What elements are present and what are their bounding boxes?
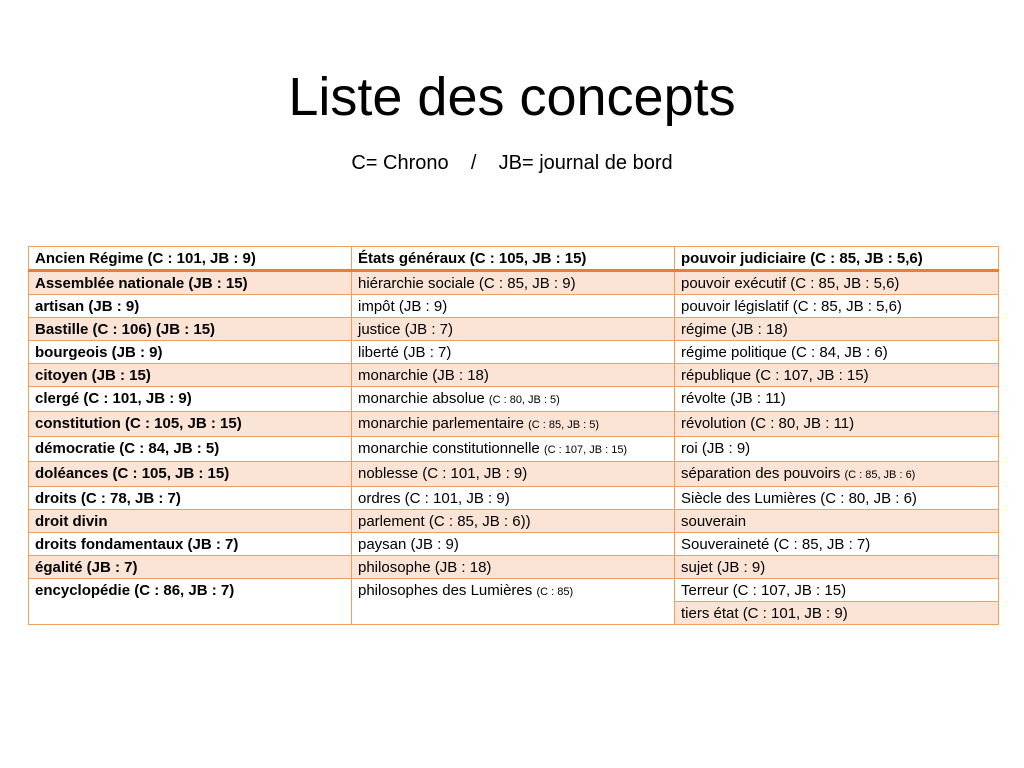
concept-label: pouvoir exécutif (C : 85, JB : 5,6) [681,275,900,292]
table-cell [675,533,999,556]
table-row [29,462,999,487]
table-row [29,579,999,602]
concept-label: Ancien Régime (C : 101, JB : 9) [35,250,256,267]
table-cell [352,556,675,579]
concept-label: philosophes des Lumières [358,582,537,599]
table-cell [352,510,675,533]
table-cell [675,412,999,437]
concept-reference: (C : 107, JB : 15) [543,444,628,456]
concept-label: parlement (C : 85, JB : 6)) [358,513,531,530]
table-cell [675,247,999,271]
concept-label: Souveraineté (C : 85, JB : 7) [681,536,871,553]
table-row [29,341,999,364]
concept-label: sujet (JB : 9) [681,559,766,576]
table-cell [352,295,675,318]
table-cell [29,318,352,341]
concept-label: bourgeois (JB : 9) [35,344,163,361]
table-cell [675,487,999,510]
table-cell [675,462,999,487]
table-cell [675,271,999,295]
concept-label: révolution (C : 80, JB : 11) [681,415,855,432]
concept-label: monarchie constitutionnelle [358,440,544,457]
concept-reference: (C : 85, JB : 6) [844,469,916,481]
table-cell [352,387,675,412]
concept-label: tiers état (C : 101, JB : 9) [681,605,848,622]
concept-label: artisan (JB : 9) [35,298,140,315]
table-cell [29,437,352,462]
table-row [29,437,999,462]
concept-label: souverain [681,513,747,530]
table-cell [352,487,675,510]
concept-label: liberté (JB : 7) [358,344,452,361]
table-cell [675,556,999,579]
table-cell [29,247,352,271]
concept-label: égalité (JB : 7) [35,559,138,576]
table-cell [29,271,352,295]
table-cell [675,318,999,341]
concept-label: droits fondamentaux (JB : 7) [35,536,239,553]
table-cell [352,247,675,271]
concept-label: ordres (C : 101, JB : 9) [358,490,510,507]
table-cell [29,487,352,510]
concept-label: pouvoir législatif (C : 85, JB : 5,6) [681,298,902,315]
concept-label: paysan (JB : 9) [358,536,459,553]
concept-label: hiérarchie sociale (C : 85, JB : 9) [358,275,576,292]
table-cell [675,437,999,462]
table-cell [29,579,352,625]
concepts-table [28,246,999,625]
concept-label: révolte (JB : 11) [681,390,786,407]
table-cell [675,364,999,387]
table-row [29,487,999,510]
concept-reference: (C : 85) [536,586,574,598]
concept-label: doléances (C : 105, JB : 15) [35,465,230,482]
table-cell [675,295,999,318]
table-row [29,318,999,341]
table-cell [675,510,999,533]
table-row [29,556,999,579]
table-row [29,533,999,556]
concept-label: citoyen (JB : 15) [35,367,151,384]
concept-label: régime politique (C : 84, JB : 6) [681,344,888,361]
table-cell [29,387,352,412]
concept-label: droits (C : 78, JB : 7) [35,490,181,507]
table-header-row [29,247,999,271]
table-cell [29,462,352,487]
concept-reference: (C : 85, JB : 5) [528,419,600,431]
table-row [29,364,999,387]
table-cell [675,341,999,364]
concept-reference: (C : 80, JB : 5) [488,394,560,406]
concepts-table-body [29,247,999,625]
concept-label: pouvoir judiciaire (C : 85, JB : 5,6) [681,250,923,267]
table-cell [352,437,675,462]
concept-label: monarchie (JB : 18) [358,367,489,384]
table-cell [675,387,999,412]
concept-label: monarchie absolue [358,390,489,407]
table-row [29,295,999,318]
concept-label: Terreur (C : 107, JB : 15) [681,582,847,599]
table-cell [352,271,675,295]
concept-label: roi (JB : 9) [681,440,751,457]
page-title: Liste des concepts [288,67,736,127]
table-cell [352,341,675,364]
concept-label: Assemblée nationale (JB : 15) [35,275,248,292]
table-row [29,510,999,533]
concept-label: justice (JB : 7) [358,321,454,338]
table-cell [352,412,675,437]
table-cell [29,556,352,579]
table-cell [352,462,675,487]
concept-label: démocratie (C : 84, JB : 5) [35,440,220,457]
concept-label: droit divin [35,513,108,530]
table-cell [29,295,352,318]
concept-label: régime (JB : 18) [681,321,788,338]
table-cell [29,364,352,387]
table-cell [29,533,352,556]
concept-label: encyclopédie (C : 86, JB : 7) [35,582,235,599]
concept-label: impôt (JB : 9) [358,298,448,315]
table-cell [675,579,999,602]
table-row [29,412,999,437]
table-row [29,387,999,412]
concept-label: monarchie parlementaire [358,415,529,432]
concept-label: noblesse (C : 101, JB : 9) [358,465,528,482]
concept-label: États généraux (C : 105, JB : 15) [358,250,587,267]
concept-label: république (C : 107, JB : 15) [681,367,869,384]
table-cell [29,510,352,533]
table-row [29,271,999,295]
table-cell [29,341,352,364]
concept-label: Bastille (C : 106) (JB : 15) [35,321,216,338]
table-cell [675,602,999,625]
table-cell [352,364,675,387]
page-subtitle: C= Chrono / JB= journal de bord [351,152,673,174]
concept-label: Siècle des Lumières (C : 80, JB : 6) [681,490,917,507]
concept-label: philosophe (JB : 18) [358,559,492,576]
table-cell [29,412,352,437]
table-cell [352,533,675,556]
table-cell [352,318,675,341]
table-cell [352,579,675,625]
concept-label: clergé (C : 101, JB : 9) [35,390,192,407]
concept-label: constitution (C : 105, JB : 15) [35,415,242,432]
concept-label: séparation des pouvoirs [681,465,845,482]
